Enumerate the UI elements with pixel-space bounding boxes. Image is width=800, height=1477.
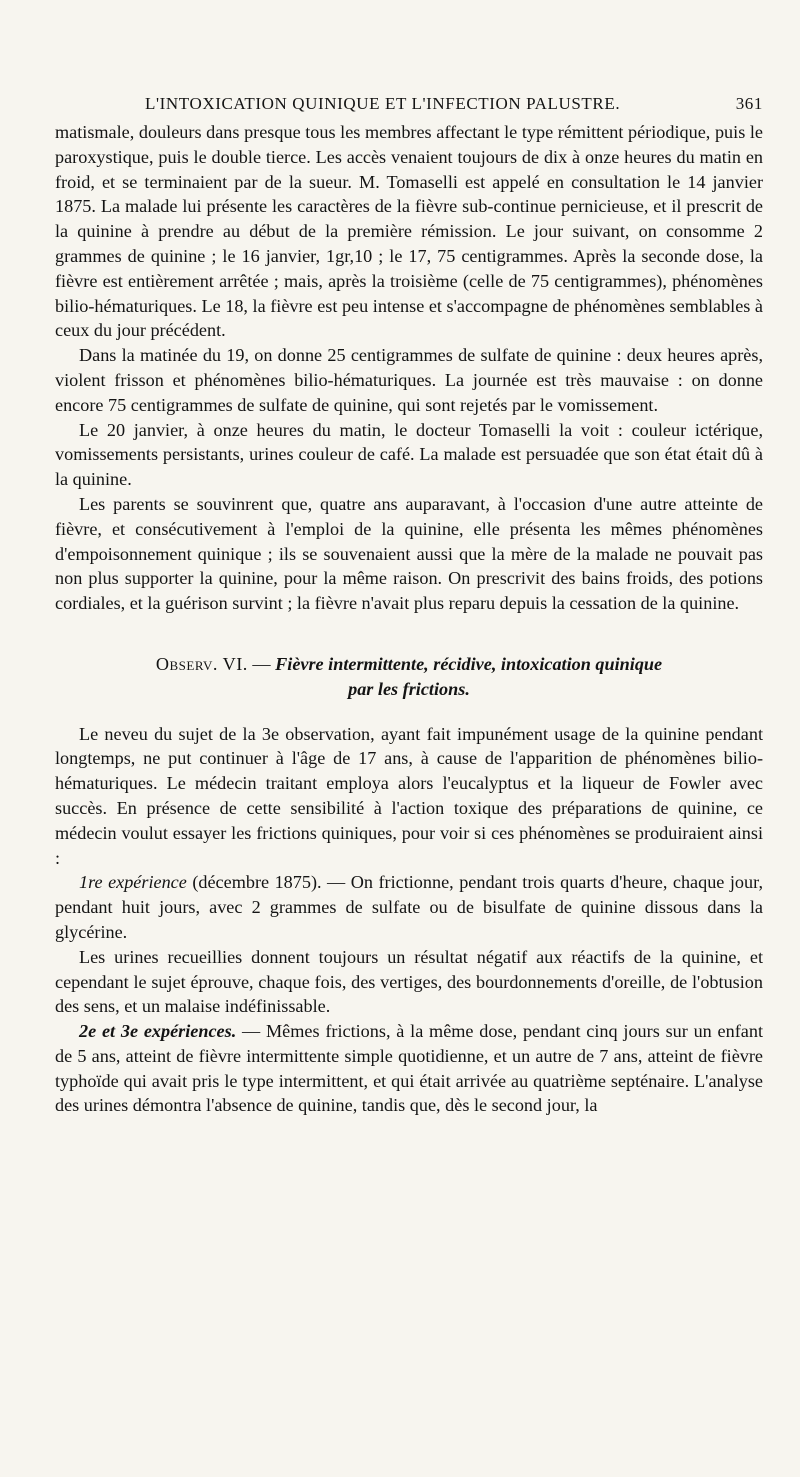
running-header (55, 94, 763, 118)
paragraph-parents: Les parents se souvinrent que, quatre ans auparavant, à l'occasion d'une autre atteinte de fièvre, et consécutivement à l'emploi de la quinine, elle présenta les mêmes phénomènes d'empoisonnement quinique ; ils se souvenaient aussi que la mère de la malade ne pouvait pas non plus supporter la quinine, pour la même raison. On prescrivit des bains froids, des potions cordiales, et la guérison survint ; la fièvre n'avait plus reparu depuis la cessation de la quinine. (55, 493, 763, 614)
observation-title-line1: Fièvre intermittente, récidive, intoxication quinique (275, 653, 663, 674)
running-title: L'INTOXICATION QUINIQUE ET L'INFECTION PALUSTRE. (145, 94, 621, 113)
paragraph-experience-1 (55, 870, 763, 944)
page-number: 361 (735, 94, 763, 113)
paragraph-experience-2-3 (55, 1019, 763, 1118)
page-body (55, 120, 763, 1118)
paragraph-intro: Le neveu du sujet de la 3e observation, ayant fait impunément usage de la quinine pendant longtemps, ne put continuer à l'âge de 17 ans, à cause de l'apparition de phénomènes bilio-hématuriques. Le médecin traitant employa alors l'eucalyptus et la liqueur de Fowler avec succès. En présence de cette sensibilité à l'action toxique des préparations de quinine, ce médecin voulut essayer les frictions quiniques, pour voir si ces phénomènes se produiraient ainsi : (55, 723, 763, 868)
paragraph-matinee: Dans la matinée du 19, on donne 25 centigrammes de sulfate de quinine : deux heures après, violent frisson et phénomènes bilio-hématuriques. La journée est très mauvaise : on donne encore 75 centigrammes de sulfate de quinine, qui sont rejetés par le vomissement. (55, 345, 763, 415)
observation-title-line2: par les frictions. (348, 678, 470, 699)
experience-1-label: 1re expérience (79, 872, 187, 893)
experience-1-text: (décembre 1875). — On frictionne, pendant trois quarts d'heure, chaque jour, pendant huit jours, avec 2 grammes de sulfate ou de bisulfate de quinine dissous dans la glycérine. (55, 872, 763, 942)
spacer (55, 702, 763, 722)
observation-heading (55, 652, 763, 702)
paragraph-urines: Les urines recueillies donnent toujours un résultat négatif aux réactifs de la quinine, et cependant le sujet éprouve, chaque fois, des vertiges, des bourdonnements d'oreille, de l'obtusion des sens, et un malaise indéfinissable. (55, 946, 763, 1017)
paragraph-continuation: matismale, douleurs dans presque tous les membres affectant le type rémittent périodique, puis le paroxystique, puis le double tierce. Les accès venaient toujours de dix à onze heures du matin en froid, et se terminaient par de la sueur. M. Tomaselli est appelé en consultation le 14 janvier 1875. La malade lui présente les caractères de la fièvre sub-continue pernicieuse, et il prescrit de la quinine à prendre au début de la première rémission. Le jour suivant, on consomme 2 grammes de quinine ; le 16 janvier, 1gr,10 ; le 17, 75 centigrammes. Après la seconde dose, la fièvre est entièrement arrêtée ; mais, après la troisième (celle de 75 centigrammes), phénomènes bilio-hématuriques. Le 18, la fièvre est peu intense et s'accompagne de phénomènes semblables à ceux du jour précédent. (55, 122, 763, 341)
experience-2-3-text: — Mêmes frictions, à la même dose, pendant cinq jours sur un enfant de 5 ans, atteint de fièvre intermittente simple quotidienne, et un autre de 7 ans, atteint de fièvre typhoïde qui avait pris le type intermittent, et qui était arrivée au quatrième septénaire. L'analyse des urines démontra l'absence de quinine, tandis que, dès le second jour, la (55, 1021, 763, 1116)
experience-2-3-label: 2e et 3e expériences. (79, 1021, 237, 1042)
paragraph-20-janvier: Le 20 janvier, à onze heures du matin, le docteur Tomaselli la voit : couleur ictérique, vomissements persistants, urines couleur de café. La malade est persuadée que son état était dû à la quinine. (55, 419, 763, 490)
observation-dash: — (247, 653, 276, 674)
observation-label: Observ. VI. (155, 653, 248, 674)
